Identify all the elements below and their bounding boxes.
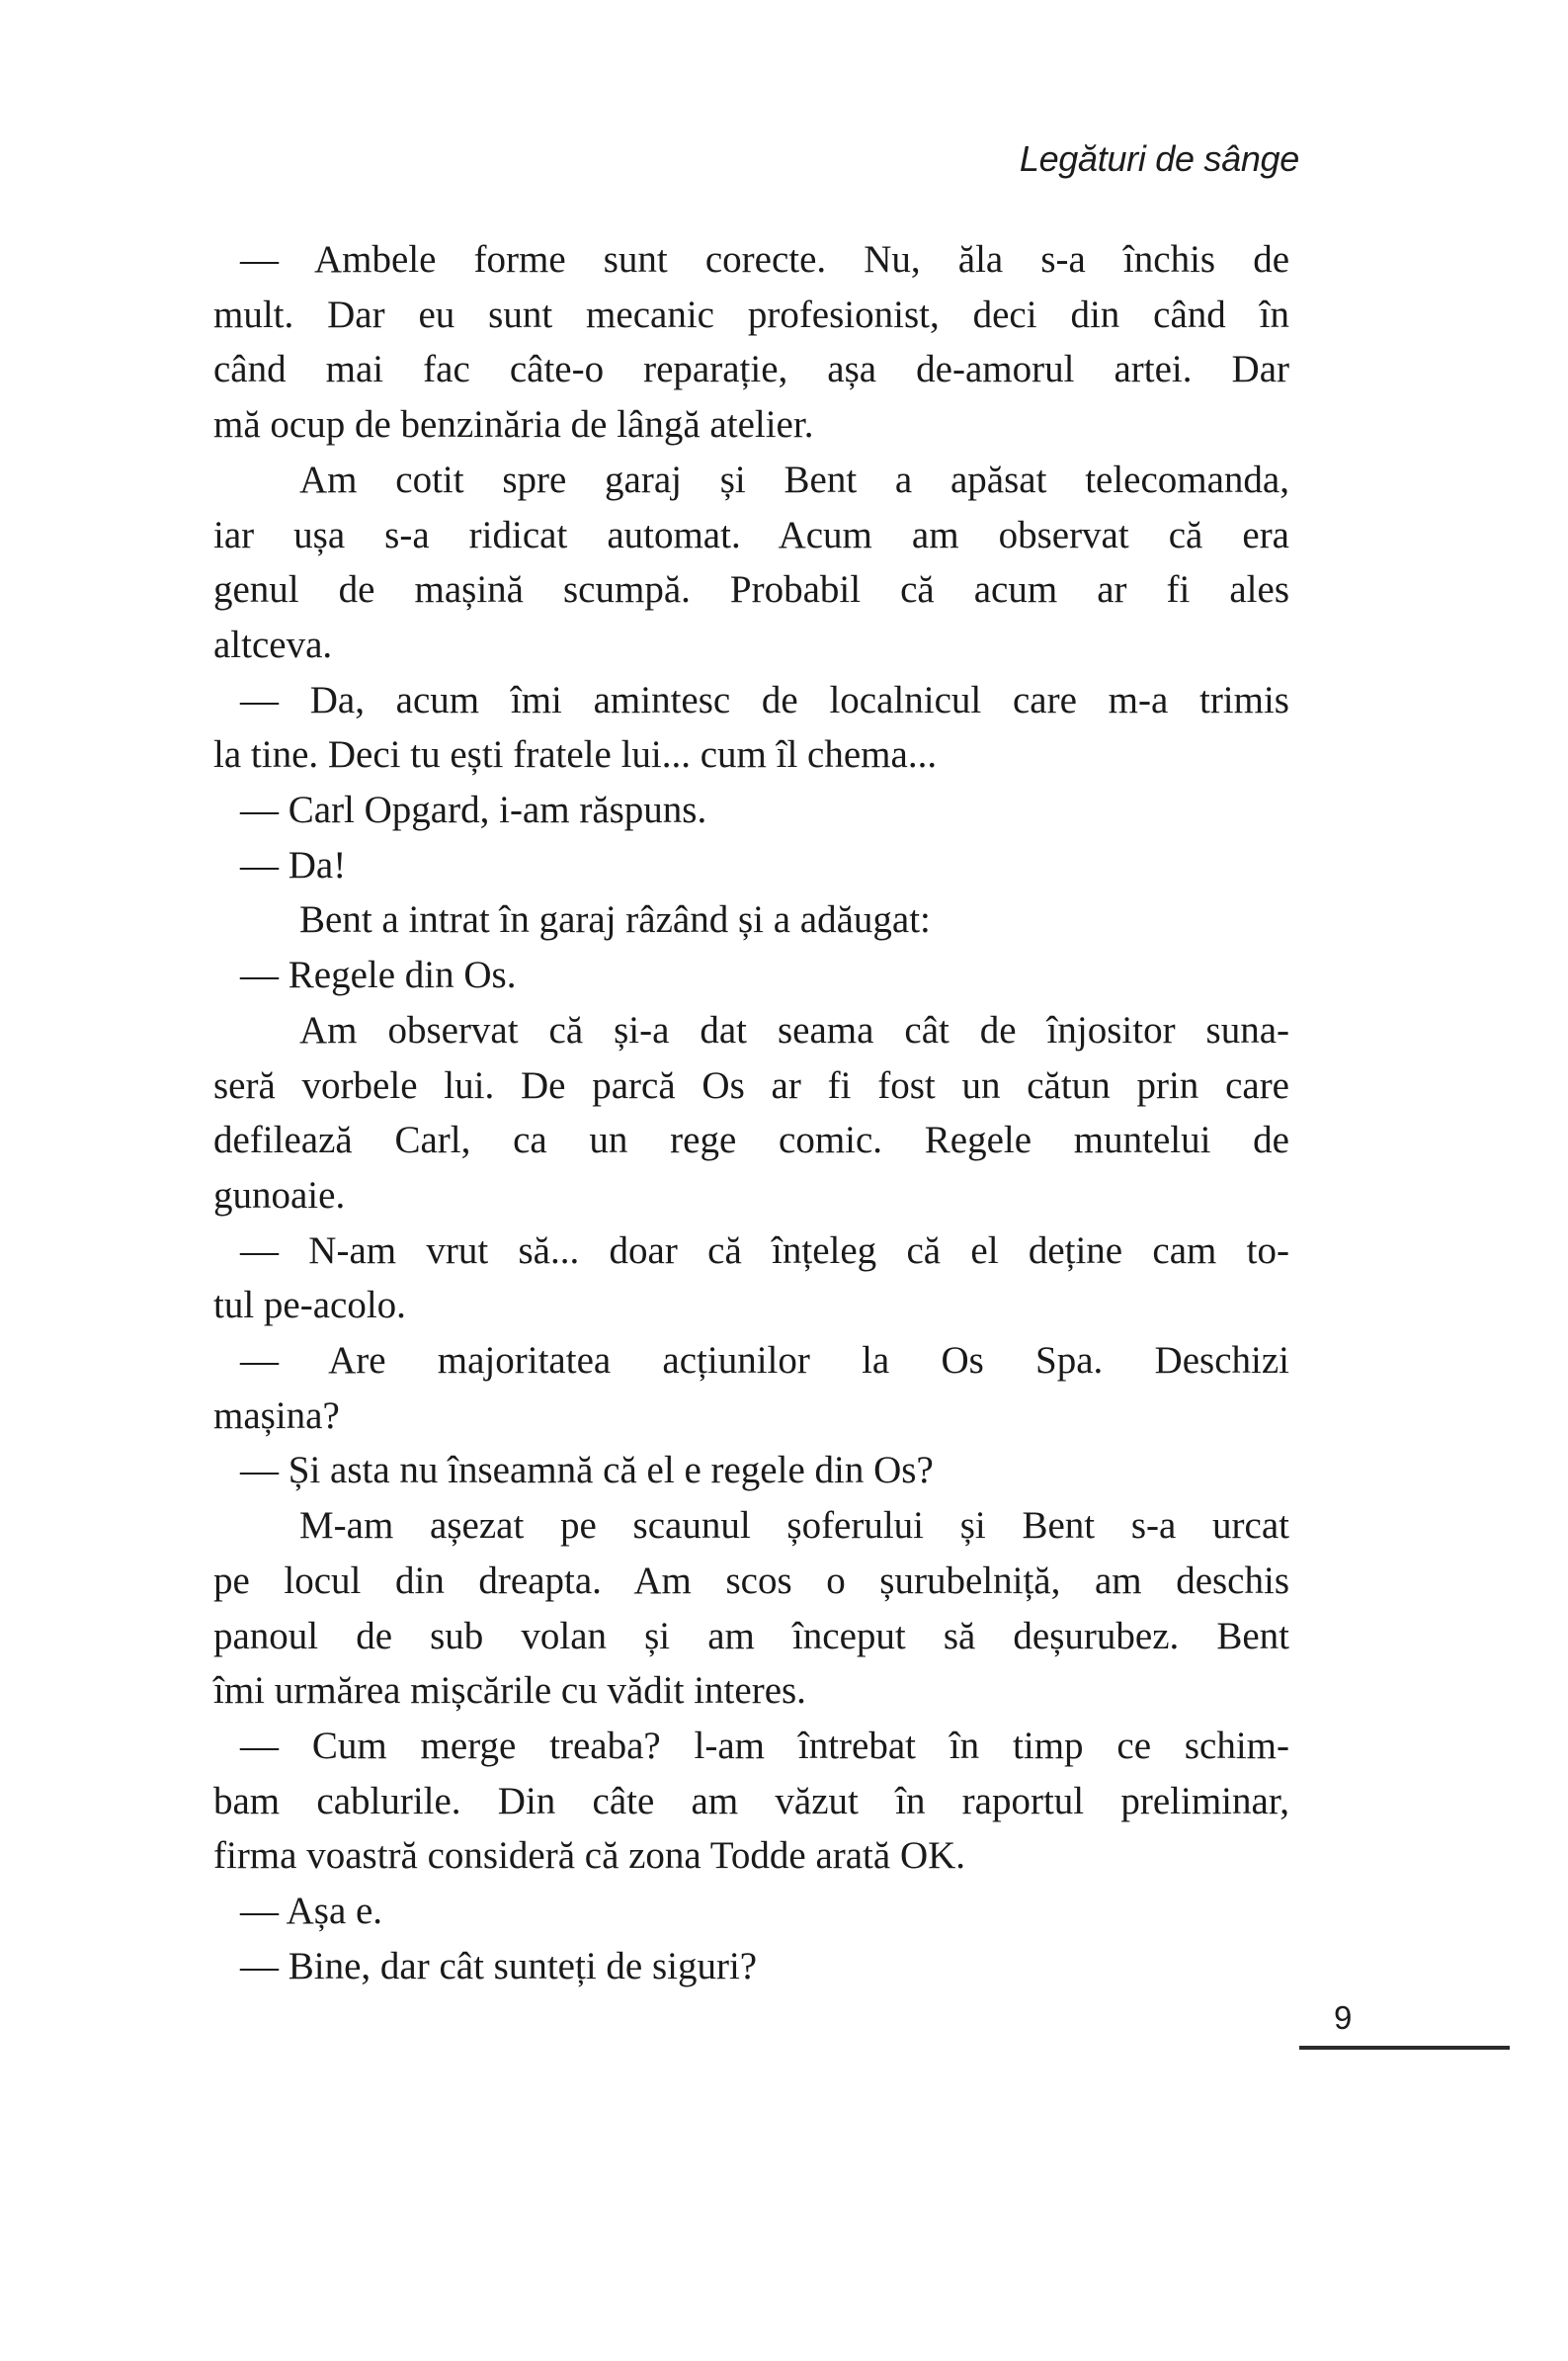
text-line: mă ocup de benzinăria de lângă atelier. <box>213 403 814 447</box>
text-line: — Așa e. <box>240 1890 383 1933</box>
text-line: Am cotit spre garaj și Bent a apăsat telecomanda, <box>299 458 1289 501</box>
running-header: Legături de sânge <box>1019 138 1299 179</box>
text-line: panoul de sub volan și am început să deșurubez. Bent <box>213 1614 1289 1657</box>
text-line: M-am așezat pe scaunul șoferului și Bent s-a urcat <box>299 1504 1289 1548</box>
footer-rule <box>1299 2046 1510 2050</box>
text-line: — Bine, dar cât sunteți de siguri? <box>240 1944 758 1987</box>
text-line: — Carl Opgard, i-am răspuns. <box>240 789 707 832</box>
text-line: la tine. Deci tu ești fratele lui... cum îl chema... <box>213 733 938 777</box>
text-line: altceva. <box>213 623 333 666</box>
text-line: genul de mașină scumpă. Probabil că acum ar fi ales <box>213 568 1289 612</box>
text-line: bam cablurile. Din câte am văzut în raportul preliminar, <box>213 1779 1289 1822</box>
text-line: Bent a intrat în garaj râzând și a adăugat: <box>299 898 931 942</box>
text-line: când mai fac câte-o reparație, așa de-amorul artei. Dar <box>213 348 1289 391</box>
text-line: pe locul din dreapta. Am scos o șurubelniță, am deschis <box>213 1559 1289 1602</box>
text-line: — Da, acum îmi amintesc de localnicul care m-a trimis <box>240 678 1289 721</box>
text-line: — N-am vrut să... doar că înțeleg că el deține cam to- <box>240 1228 1289 1272</box>
text-line: seră vorbele lui. De parcă Os ar fi fost un cătun prin care <box>213 1063 1289 1107</box>
text-line: — Are majoritatea acțiunilor la Os Spa. Deschizi <box>240 1339 1289 1383</box>
text-line: Am observat că și-a dat seama cât de înjositor suna- <box>299 1008 1289 1052</box>
text-line: — Da! <box>240 843 347 886</box>
page-number: 9 <box>1334 1999 1353 2036</box>
text-line: îmi urmărea mișcările cu vădit interes. <box>213 1669 806 1713</box>
page-body-text <box>213 232 1289 1994</box>
text-line: tul pe-acolo. <box>213 1284 406 1327</box>
text-line: defilează Carl, ca un rege comic. Regele muntelui de <box>213 1119 1289 1162</box>
text-line: — Regele din Os. <box>240 954 517 997</box>
text-line: — Și asta nu înseamnă că el e regele din Os? <box>240 1449 934 1492</box>
text-line: — Cum merge treaba? l-am întrebat în timp ce schim- <box>240 1724 1289 1767</box>
text-line: firma voastră consideră că zona Todde arată OK. <box>213 1834 966 1878</box>
text-line: mașina? <box>213 1393 340 1437</box>
text-line: — Ambele forme sunt corecte. Nu, ăla s-a închis de <box>240 238 1289 281</box>
text-line: iar ușa s-a ridicat automat. Acum am observat că era <box>213 513 1289 556</box>
text-line: mult. Dar eu sunt mecanic profesionist, deci din când în <box>213 293 1289 336</box>
text-line: gunoaie. <box>213 1173 346 1217</box>
